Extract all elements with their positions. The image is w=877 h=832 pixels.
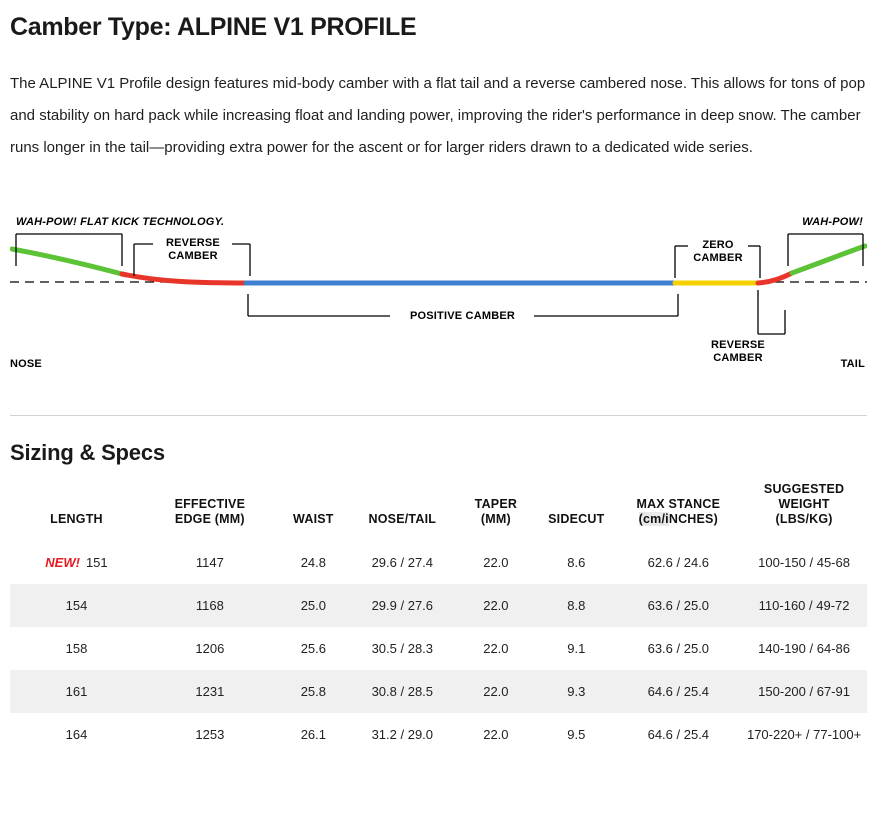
table-row — [10, 627, 867, 670]
label-reverse-camber-left-line1: REVERSE — [166, 237, 220, 249]
camber-profile-diagram — [10, 186, 867, 371]
cell-max-stance: 63.6 / 25.0 — [647, 641, 710, 656]
reverse-camber-right-bracket — [758, 290, 785, 334]
cell-sidecut: 8.6 — [567, 555, 586, 570]
label-nose: NOSE — [10, 358, 42, 370]
label-positive-camber: POSITIVE CAMBER — [409, 310, 516, 322]
col-header-nose-tail: NOSE/TAIL — [368, 512, 437, 526]
section-divider — [10, 415, 867, 416]
cell-length: 158 — [65, 641, 88, 656]
label-flat-kick: WAH-POW! FLAT KICK TECHNOLOGY. — [16, 216, 225, 228]
cell-waist: 25.8 — [300, 684, 326, 699]
cell-max-stance: 62.6 / 24.6 — [647, 555, 710, 570]
cell-nose-tail: 29.9 / 27.6 — [371, 598, 434, 613]
sizing-specs-heading: Sizing & Specs — [10, 440, 165, 465]
cell-waist: 26.1 — [300, 727, 326, 742]
cell-max-stance: 64.6 / 25.4 — [647, 684, 710, 699]
table-header — [10, 476, 867, 541]
cell-taper: 22.0 — [483, 727, 509, 742]
cell-effective-edge: 1168 — [195, 598, 224, 613]
cell-effective-edge: 1147 — [195, 555, 224, 570]
col-header-max-stance: MAX STANCE (cm/iNCHES) — [636, 497, 721, 526]
cell-max-stance: 64.6 / 25.4 — [647, 727, 710, 742]
table-row — [10, 584, 867, 627]
label-reverse-camber-left-line2: CAMBER — [168, 250, 218, 262]
cell-taper: 22.0 — [483, 684, 509, 699]
cell-suggested-weight: 110-160 / 49-72 — [758, 598, 850, 613]
nose-green-segment — [12, 249, 122, 274]
label-wah-pow-right: WAH-POW! — [802, 216, 863, 228]
cell-suggested-weight: 100-150 / 45-68 — [758, 555, 850, 570]
cell-nose-tail: 29.6 / 27.4 — [371, 555, 434, 570]
cell-taper: 22.0 — [483, 641, 509, 656]
col-header-taper: TAPER (MM) — [474, 497, 518, 526]
cell-waist: 25.0 — [300, 598, 326, 613]
cell-length: 154 — [65, 598, 88, 613]
label-zero-camber-line1: ZERO — [702, 239, 734, 251]
nose-red-segment — [122, 274, 246, 283]
cell-max-stance: 63.6 / 25.0 — [647, 598, 710, 613]
cell-taper: 22.0 — [483, 598, 509, 613]
cell-effective-edge: 1253 — [195, 727, 225, 742]
sizing-specs-table — [10, 476, 867, 756]
cell-sidecut: 8.8 — [567, 598, 586, 613]
cell-suggested-weight: 150-200 / 67-91 — [758, 684, 850, 699]
tail-red-segment — [758, 273, 792, 283]
table-row — [10, 670, 867, 713]
cell-suggested-weight: 170-220+ / 77-100+ — [746, 727, 862, 742]
cell-waist: 24.8 — [300, 555, 326, 570]
cell-nose-tail: 31.2 / 29.0 — [371, 727, 434, 742]
table-row — [10, 713, 867, 756]
cell-effective-edge: 1231 — [195, 684, 225, 699]
cell-taper: 22.0 — [483, 555, 509, 570]
cell-length: 164 — [65, 727, 88, 742]
cell-effective-edge: 1206 — [195, 641, 225, 656]
label-zero-camber-line2: CAMBER — [693, 252, 743, 264]
label-reverse-camber-right-line2: CAMBER — [713, 352, 763, 364]
product-spec-page — [0, 12, 877, 832]
profile-description: The ALPINE V1 Profile design features mid-body camber with a flat tail and a reverse cambered nose. This allows for tons of pop and stability on hard pack while increasing float and landing power, improving the rider's performance in deep snow. The camber runs longer in the tail—providing extra power for the ascent or for larger riders drawn to a dedicated wide series. — [10, 75, 866, 156]
col-header-length: LENGTH — [50, 512, 103, 526]
cell-sidecut: 9.1 — [567, 641, 586, 656]
page-title: Camber Type: ALPINE V1 PROFILE — [10, 13, 417, 41]
cell-suggested-weight: 140-190 / 64-86 — [758, 641, 850, 656]
label-reverse-camber-right-line1: REVERSE — [711, 339, 765, 351]
tail-green-segment — [792, 246, 865, 273]
col-header-waist: WAIST — [293, 512, 334, 526]
cell-length: 161 — [65, 684, 88, 699]
col-header-effective-edge: EFFECTIVE EDGE (MM) — [174, 497, 246, 526]
cell-length: NEW! 151 — [45, 555, 108, 570]
cell-sidecut: 9.3 — [567, 684, 586, 699]
table-row — [10, 541, 867, 584]
cell-nose-tail: 30.8 / 28.5 — [371, 684, 434, 699]
col-header-sidecut: SIDECUT — [548, 512, 605, 526]
table-body — [10, 541, 867, 756]
col-header-suggested-weight: SUGGESTED WEIGHT (LBS/KG) — [763, 482, 845, 526]
new-badge: NEW! — [45, 555, 80, 570]
cell-sidecut: 9.5 — [567, 727, 586, 742]
cell-waist: 25.6 — [300, 641, 326, 656]
table-header-row — [10, 476, 867, 541]
cell-nose-tail: 30.5 / 28.3 — [371, 641, 434, 656]
label-tail: TAIL — [840, 358, 865, 370]
